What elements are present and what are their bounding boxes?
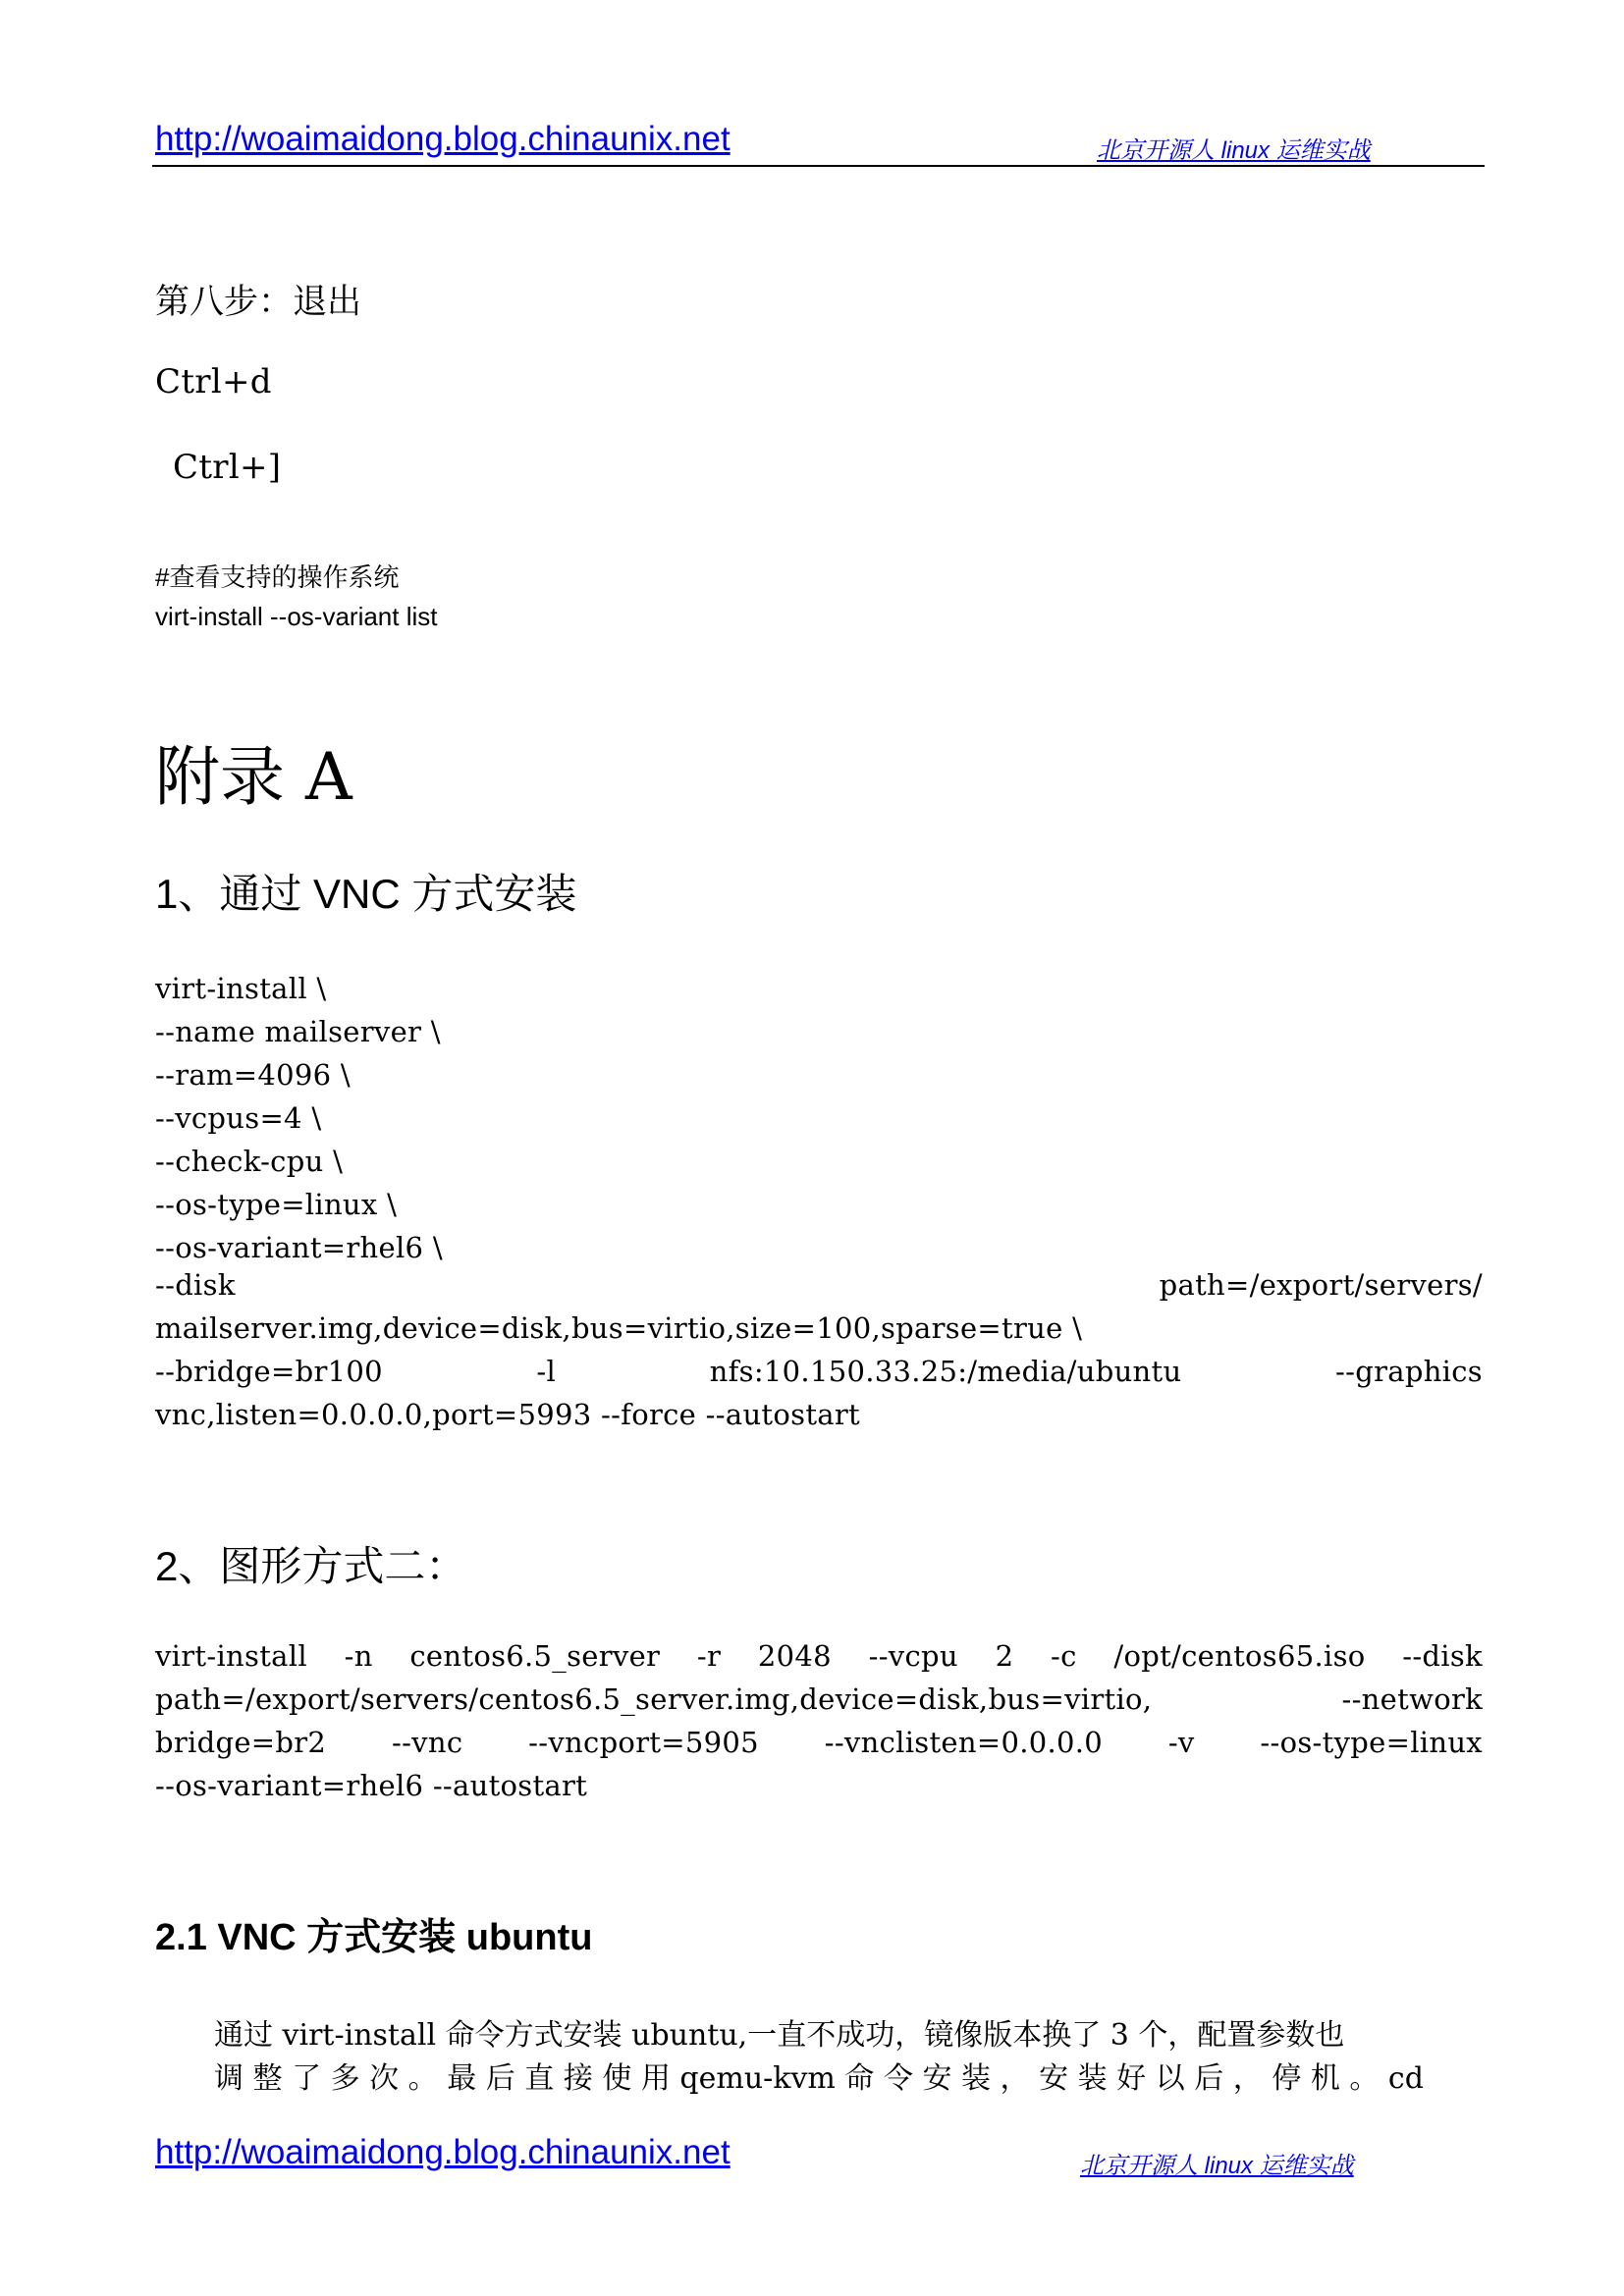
section1-title: 1、通过 VNC 方式安装 bbox=[155, 871, 577, 917]
code-token: 2 bbox=[995, 1639, 1014, 1673]
os-list-command: virt-install --os-variant list bbox=[155, 602, 438, 631]
footer-url-link[interactable]: http://woaimaidong.blog.chinaunix.net bbox=[155, 2133, 731, 2171]
section1-code-line: --ram=4096 \ bbox=[155, 1058, 351, 1092]
section2-line2-right: --network bbox=[1341, 1682, 1483, 1716]
section21-para-line1: 通过 virt-install 命令方式安装 ubuntu,一直不成功，镜像版本换了 3 个，配置参数也 bbox=[214, 2018, 1345, 2053]
code-token: --vnc bbox=[391, 1726, 463, 1759]
code-token: /opt/centos65.iso bbox=[1113, 1639, 1366, 1673]
code-token: 2048 bbox=[757, 1639, 832, 1673]
header-url-link[interactable]: http://woaimaidong.blog.chinaunix.net bbox=[155, 120, 731, 158]
code-token: centos6.5_server bbox=[409, 1639, 661, 1673]
section1-code-line: virt-install \ bbox=[155, 972, 327, 1005]
bridge-part: nfs:10.150.33.25:/media/ubuntu bbox=[709, 1355, 1182, 1388]
section1-code-line: --vcpus=4 \ bbox=[155, 1101, 322, 1135]
section1-code-line: --os-variant=rhel6 \ bbox=[155, 1231, 443, 1264]
step8-key2: Ctrl+] bbox=[173, 448, 282, 487]
section1-bridge-line bbox=[155, 1355, 1483, 1388]
section21-title: 2.1 VNC 方式安装 ubuntu bbox=[155, 1917, 593, 1958]
section2-title: 2、图形方式二： bbox=[155, 1543, 467, 1589]
section1-code-line: --check-cpu \ bbox=[155, 1145, 344, 1178]
step8-title: 第八步：退出 bbox=[155, 283, 362, 322]
header-rule bbox=[152, 165, 1485, 167]
code-token: -c bbox=[1051, 1639, 1077, 1673]
appendix-title: 附录 A bbox=[155, 739, 352, 815]
section1-disk-left: --disk bbox=[155, 1268, 236, 1302]
code-token: -v bbox=[1167, 1726, 1195, 1759]
header-tagline-link[interactable]: 北京开源人 linux 运维实战 bbox=[1097, 137, 1371, 164]
code-token: --vnclisten=0.0.0.0 bbox=[824, 1726, 1104, 1759]
section1-disk-right: path=/export/servers/ bbox=[1159, 1268, 1483, 1302]
code-token: --os-type=linux bbox=[1260, 1726, 1483, 1759]
section1-code-line: --name mailserver \ bbox=[155, 1015, 441, 1048]
os-list-comment: #查看支持的操作系统 bbox=[155, 562, 400, 592]
section21-para-line2: 调 整 了 多 次 。 最 后 直 接 使 用 qemu-kvm 命 令 安 装 ， 安 装 好 以 后 ， 停 机 。 cd bbox=[214, 2061, 1424, 2096]
section2-line3 bbox=[155, 1726, 1483, 1759]
section2-line2-left: path=/export/servers/centos6.5_server.img,device=disk,bus=virtio, bbox=[155, 1682, 1153, 1716]
section2-line1 bbox=[155, 1639, 1483, 1673]
code-token: --vcpu bbox=[868, 1639, 958, 1673]
bridge-part: --graphics bbox=[1335, 1355, 1483, 1388]
code-token: bridge=br2 bbox=[155, 1726, 327, 1759]
section2-line4: --os-variant=rhel6 --autostart bbox=[155, 1769, 588, 1802]
section1-code-line: --os-type=linux \ bbox=[155, 1188, 398, 1221]
code-token: --disk bbox=[1402, 1639, 1483, 1673]
step8-key1: Ctrl+d bbox=[155, 362, 272, 401]
code-token: virt-install bbox=[155, 1639, 307, 1673]
code-token: --vncport=5905 bbox=[528, 1726, 759, 1759]
section1-disk-cont: mailserver.img,device=disk,bus=virtio,size=100,sparse=true \ bbox=[155, 1311, 1083, 1345]
footer-tagline-link[interactable]: 北京开源人 linux 运维实战 bbox=[1080, 2153, 1354, 2179]
code-token: -r bbox=[696, 1639, 722, 1673]
bridge-part: -l bbox=[536, 1355, 557, 1388]
code-token: -n bbox=[344, 1639, 373, 1673]
section1-last-line: vnc,listen=0.0.0.0,port=5993 --force --autostart bbox=[155, 1398, 860, 1431]
bridge-part: --bridge=br100 bbox=[155, 1355, 383, 1388]
